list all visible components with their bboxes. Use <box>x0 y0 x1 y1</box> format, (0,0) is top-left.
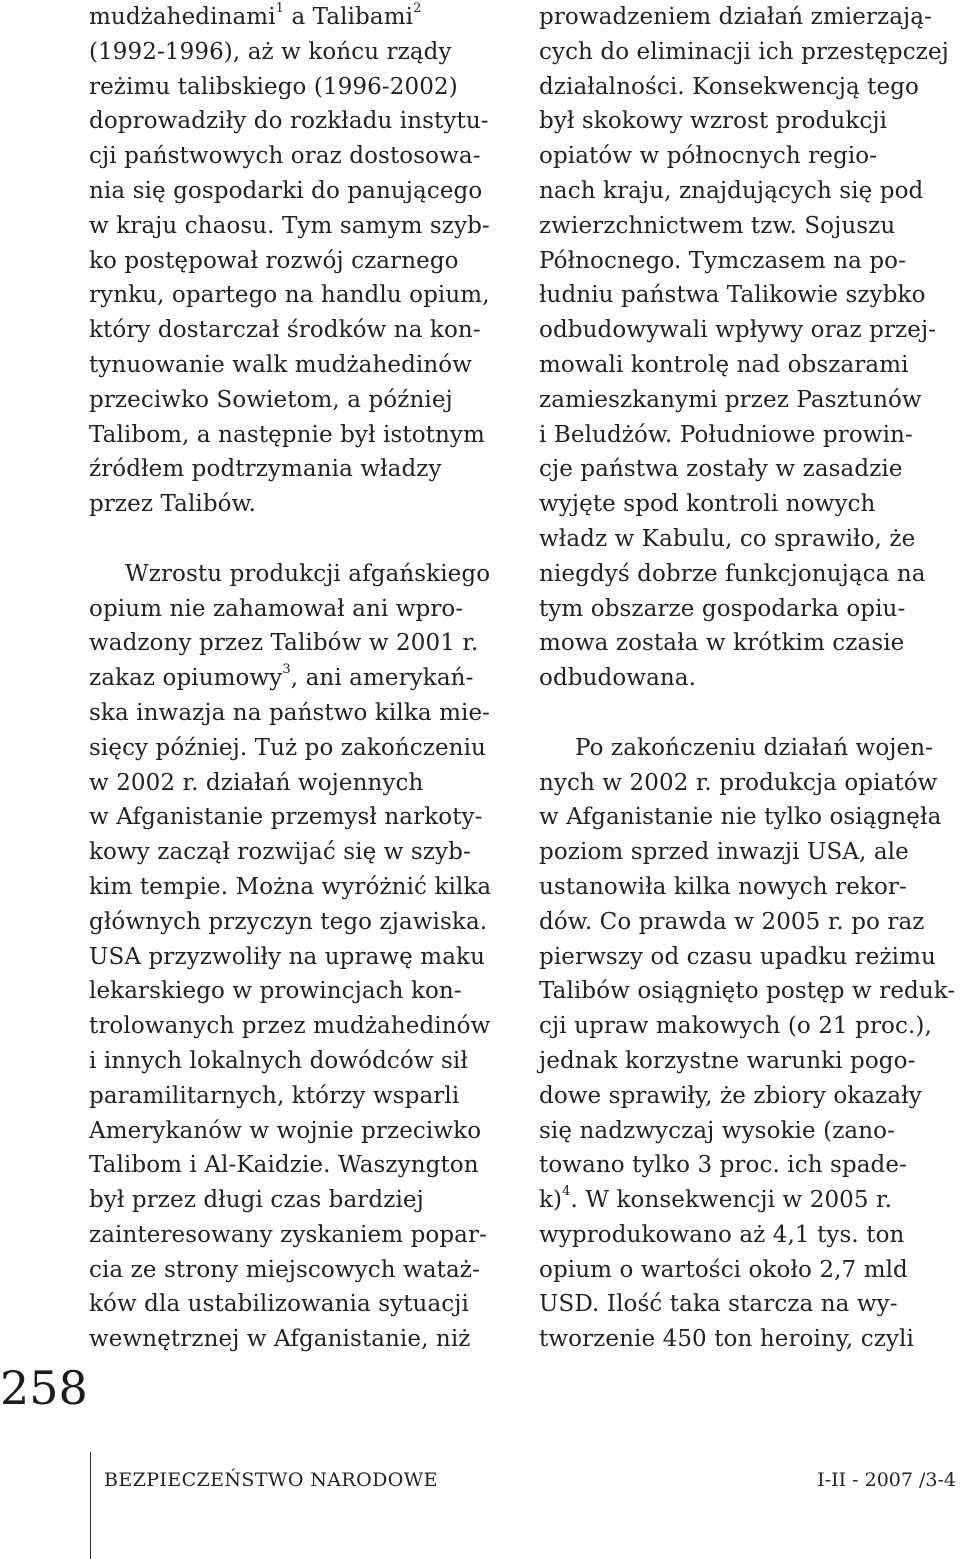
text-segment: paramilitarnych, którzy wsparli <box>89 1082 460 1109</box>
text-line <box>539 661 959 696</box>
text-segment: towano tylko 3 proc. ich spade- <box>539 1152 907 1179</box>
text-segment: zamieszkanymi przez Pasztunów <box>539 386 922 413</box>
text-segment: mowali kontrolę nad obszarami <box>539 351 909 378</box>
text-segment: cia ze strony miejscowych wataż- <box>89 1256 480 1283</box>
text-line <box>89 1287 529 1322</box>
footnote-marker: 3 <box>282 662 291 678</box>
text-line <box>89 974 529 1009</box>
text-line <box>539 800 959 835</box>
text-line <box>539 104 959 139</box>
text-line <box>539 1183 959 1218</box>
paragraph-gap <box>89 522 529 557</box>
text-segment: w Afganistanie przemysł narkoty- <box>89 804 483 831</box>
text-segment: reżimu talibskiego (1996-2002) <box>89 73 458 100</box>
text-segment: trolowanych przez mudżahedinów <box>89 1013 491 1040</box>
text-segment: działalności. Konsekwencją tego <box>539 73 920 100</box>
text-line <box>89 1044 529 1079</box>
text-segment: nych w 2002 r. produkcja opiatów <box>539 769 938 796</box>
text-segment: źródłem podtrzymania władzy <box>89 456 442 483</box>
text-segment: opiatów w północnych regio- <box>539 143 878 170</box>
text-line <box>89 592 529 627</box>
text-line <box>539 1322 959 1357</box>
text-line <box>89 487 529 522</box>
text-line <box>539 452 959 487</box>
text-segment: jednak korzystne warunki pogo- <box>539 1047 916 1074</box>
text-segment: był przez długi czas bardziej <box>89 1187 424 1214</box>
footer-issue-number: I-II - 2007 /3-4 <box>817 1469 956 1491</box>
text-segment: zainteresowany zyskaniem popar- <box>89 1221 487 1248</box>
text-line <box>539 766 959 801</box>
text-segment: nia się gospodarki do panującego <box>89 177 483 204</box>
text-segment: ustanowiła kilka nowych rekor- <box>539 873 907 900</box>
text-line <box>539 522 959 557</box>
text-segment: lekarskiego w prowincjach kon- <box>89 978 462 1005</box>
text-line <box>89 1148 529 1183</box>
text-line <box>89 209 529 244</box>
text-segment: cji upraw makowych (o 21 proc.), <box>539 1013 932 1040</box>
footnote-marker: 1 <box>275 1 285 17</box>
text-segment: przez Talibów. <box>89 491 257 518</box>
text-line <box>89 452 529 487</box>
text-line <box>89 139 529 174</box>
text-line <box>89 835 529 870</box>
text-segment: poziom sprzed inwazji USA, ale <box>539 839 909 866</box>
text-segment: niegdyś dobrze funkcjonująca na <box>539 560 926 587</box>
text-line <box>539 0 959 35</box>
text-segment: był skokowy wzrost produkcji <box>539 108 888 135</box>
text-line <box>89 940 529 975</box>
text-segment: tym obszarze gospodarka opiu- <box>539 595 906 622</box>
text-line <box>89 1322 529 1357</box>
text-line <box>89 1009 529 1044</box>
text-line <box>539 209 959 244</box>
text-segment: tworzenie 450 ton heroiny, czyli <box>539 1326 914 1353</box>
text-line <box>539 383 959 418</box>
text-segment: głównych przyczyn tego zjawiska. <box>89 908 488 935</box>
text-segment: ko postępował rozwój czarnego <box>89 247 459 274</box>
text-line <box>89 696 529 731</box>
text-segment: łudniu państwa Talikowie szybko <box>539 282 926 309</box>
text-line <box>89 557 529 592</box>
text-line <box>539 1114 959 1149</box>
text-segment: Wzrostu produkcji afgańskiego <box>125 560 491 587</box>
text-line <box>89 870 529 905</box>
text-segment: w Afganistanie nie tylko osiągnęła <box>539 804 942 831</box>
text-line <box>539 35 959 70</box>
text-segment: wadzony przez Talibów w 2001 r. <box>89 630 479 657</box>
text-segment: dowe sprawiły, że zbiory okazały <box>539 1082 922 1109</box>
text-segment: kowy zaczął rozwijać się w szyb- <box>89 839 471 866</box>
text-line <box>89 104 529 139</box>
text-segment: nach kraju, znajdujących się pod <box>539 177 924 204</box>
text-segment: odbudowana. <box>539 665 697 692</box>
text-line <box>539 1287 959 1322</box>
text-line <box>539 139 959 174</box>
text-line <box>89 731 529 766</box>
text-segment: opium o wartości około 2,7 mld <box>539 1256 908 1283</box>
text-line <box>539 940 959 975</box>
text-line <box>89 35 529 70</box>
page-number: 258 <box>0 1361 88 1415</box>
text-segment: zwierzchnictwem tzw. Sojuszu <box>539 212 896 239</box>
text-segment: mowa została w krótkim czasie <box>539 630 905 657</box>
text-segment: i innych lokalnych dowódców sił <box>89 1047 468 1074</box>
text-line <box>539 905 959 940</box>
text-segment: wyprodukowano aż 4,1 tys. ton <box>539 1221 905 1248</box>
text-segment: który dostarczał środków na kon- <box>89 317 481 344</box>
text-line <box>89 383 529 418</box>
text-line <box>89 278 529 313</box>
text-line <box>539 1148 959 1183</box>
text-segment: pierwszy od czasu upadku reżimu <box>539 943 936 970</box>
text-segment: wewnętrznej w Afganistanie, niż <box>89 1326 471 1353</box>
text-segment: cych do eliminacji ich przestępczej <box>539 38 949 65</box>
text-segment: cje państwa zostały w zasadzie <box>539 456 903 483</box>
text-segment: prowadzeniem działań zmierzają- <box>539 4 932 30</box>
text-line <box>89 1114 529 1149</box>
text-line <box>89 418 529 453</box>
text-line <box>89 174 529 209</box>
text-line <box>89 661 529 696</box>
text-line <box>539 487 959 522</box>
text-segment: Talibom i Al-Kaidzie. Waszyngton <box>89 1152 479 1179</box>
text-segment: i Beludżów. Południowe prowin- <box>539 421 913 448</box>
text-line <box>539 626 959 661</box>
text-line <box>89 626 529 661</box>
text-line <box>539 1079 959 1114</box>
text-line <box>89 0 529 35</box>
text-line <box>539 244 959 279</box>
text-line <box>89 1218 529 1253</box>
text-line <box>539 731 959 766</box>
text-segment: Amerykanów w wojnie przeciwko <box>89 1117 482 1144</box>
text-segment: Po zakończeniu działań wojen- <box>575 734 933 761</box>
text-line <box>539 870 959 905</box>
text-line <box>539 70 959 105</box>
text-segment: kim tempie. Można wyróżnić kilka <box>89 873 492 900</box>
text-segment: się nadzwyczaj wysokie (zano- <box>539 1117 895 1144</box>
text-segment: w 2002 r. działań wojennych <box>89 769 424 796</box>
text-line <box>539 1009 959 1044</box>
text-segment: przeciwko Sowietom, a później <box>89 386 453 413</box>
text-segment: dów. Co prawda w 2005 r. po raz <box>539 908 925 935</box>
text-line <box>89 313 529 348</box>
text-segment: , ani amerykań- <box>290 665 474 692</box>
footer-publication-title: BEZPIECZEŃSTWO NARODOWE <box>104 1469 438 1491</box>
text-segment: tynuowanie walk mudżahedinów <box>89 351 473 378</box>
text-line <box>539 1218 959 1253</box>
text-line <box>89 1183 529 1218</box>
text-line <box>539 174 959 209</box>
left-text-column <box>89 0 529 1357</box>
text-segment: sięcy później. Tuż po zakończeniu <box>89 734 486 761</box>
text-line <box>89 800 529 835</box>
text-segment: USA przyzwoliły na uprawę maku <box>89 943 485 970</box>
text-line <box>539 835 959 870</box>
footer-divider <box>90 1452 91 1559</box>
text-line <box>89 1253 529 1288</box>
text-line <box>89 1079 529 1114</box>
text-segment: (1992-1996), aż w końcu rządy <box>89 38 452 65</box>
text-line <box>89 348 529 383</box>
text-segment: Talibom, a następnie był istotnym <box>89 421 485 448</box>
text-line <box>539 418 959 453</box>
text-segment: w kraju chaosu. Tym samym szyb- <box>89 212 490 239</box>
text-line <box>539 1044 959 1079</box>
text-line <box>89 70 529 105</box>
paragraph-gap <box>539 696 959 731</box>
text-segment: odbudowywali wpływy oraz przej- <box>539 317 937 344</box>
text-segment: Północnego. Tymczasem na po- <box>539 247 906 274</box>
text-segment: władz w Kabulu, co sprawiło, że <box>539 525 916 552</box>
text-line <box>89 244 529 279</box>
text-segment: zakaz opiumowy <box>89 665 283 692</box>
text-segment: USD. Ilość taka starcza na wy- <box>539 1291 898 1318</box>
text-segment: ska inwazja na państwo kilka mie- <box>89 699 491 726</box>
text-segment: rynku, opartego na handlu opium, <box>89 282 490 309</box>
text-segment: . W konsekwencji w 2005 r. <box>570 1187 893 1214</box>
text-segment: mudżahedinami <box>89 4 276 30</box>
text-line <box>539 592 959 627</box>
text-segment: a Talibami <box>284 4 414 30</box>
footnote-marker: 4 <box>562 1184 571 1200</box>
text-segment: doprowadziły do rozkładu instytu- <box>89 108 489 135</box>
text-line <box>539 278 959 313</box>
text-line <box>539 313 959 348</box>
text-line <box>89 766 529 801</box>
text-line <box>539 1253 959 1288</box>
text-segment: wyjęte spod kontroli nowych <box>539 491 876 518</box>
footnote-marker: 2 <box>413 1 422 17</box>
text-segment: Talibów osiągnięto postęp w reduk- <box>539 978 956 1005</box>
text-segment: cji państwowych oraz dostosowa- <box>89 143 481 170</box>
text-line <box>539 348 959 383</box>
text-segment: k) <box>539 1187 563 1214</box>
right-text-column <box>539 0 959 1357</box>
text-line <box>539 557 959 592</box>
text-line <box>89 905 529 940</box>
text-segment: ków dla ustabilizowania sytuacji <box>89 1291 469 1318</box>
text-segment: opium nie zahamował ani wpro- <box>89 595 464 622</box>
text-line <box>539 974 959 1009</box>
